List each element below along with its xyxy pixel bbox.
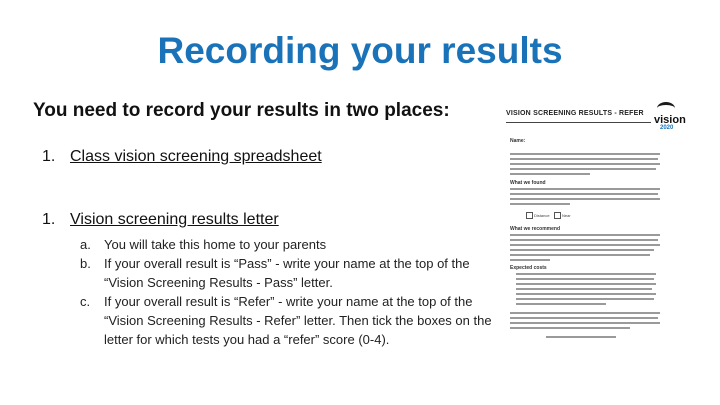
letter-text-line [510,193,658,195]
letter-text-line [510,322,660,324]
letter-text-line [510,317,658,319]
letter-text-line [516,288,652,290]
slide-title: Recording your results [157,30,563,71]
letter-section-label: What we recommend [510,226,561,232]
distance-checkbox [526,212,533,219]
letter-text-line [510,198,660,200]
letter-text-line [510,168,656,170]
letter-section-label: What we found [510,180,546,186]
letter-divider [506,122,651,123]
near-checkbox [554,212,561,219]
sub-item-b [80,254,510,292]
sub-letter: b. [80,256,91,271]
checkbox-label: Distance [534,213,550,218]
letter-text-line [510,239,658,241]
letter-text-line [510,249,654,251]
letter-text-line [510,244,660,246]
list-item-letter [42,211,279,229]
letter-text-line [510,327,630,329]
letter-text-line [510,203,570,205]
letter-text-line [510,158,658,160]
sub-letter: c. [80,294,91,309]
results-letter-image [506,98,686,342]
letter-text-line [516,273,656,275]
sub-item-a [80,235,510,254]
letter-text-line [510,153,660,155]
item-number: 1. [42,211,56,228]
letter-text-line [510,188,660,190]
checkbox-label: Near [562,213,571,218]
sub-letter: a. [80,237,91,252]
intro-text: You need to record your results in two places: [33,100,450,121]
item-number: 1. [42,148,56,165]
vision-2020-logo [654,100,688,132]
letter-heading: VISION SCREENING RESULTS - REFER [506,110,644,117]
sub-item-c [80,292,510,349]
letter-text-line [516,293,656,295]
item-label-spreadsheet: Class vision screening spreadsheet [70,148,322,165]
letter-text-line [516,278,654,280]
logo-word: vision [654,114,686,126]
letter-section-label: Expected costs [510,265,547,271]
letter-text-line [510,234,660,236]
list-item-spreadsheet [42,148,322,166]
letter-text-line [510,163,660,165]
letter-text-line [510,312,660,314]
item-label-letter: Vision screening results letter [70,211,279,228]
letter-text-line [516,298,654,300]
logo-year: 2020 [660,125,674,131]
letter-footer-line [546,336,616,338]
sub-text: If your overall result is “Pass” - write your name at the top of the “Vision Screening Results - Pass” letter. [104,256,470,290]
letter-text-line [510,173,590,175]
sub-text: If your overall result is “Refer” - write your name at the top of the “Vision Screening Results - Refer” letter. Then tick the boxes on the letter for which tests you had a “refer” score (0-4). [104,294,492,347]
letter-text-line [510,254,650,256]
letter-text-line [516,283,656,285]
letter-text-line [510,259,550,261]
letter-name-label: Name: [510,138,526,144]
sub-list [80,235,510,349]
letter-text-line [516,303,606,305]
sub-text: You will take this home to your parents [104,237,327,252]
